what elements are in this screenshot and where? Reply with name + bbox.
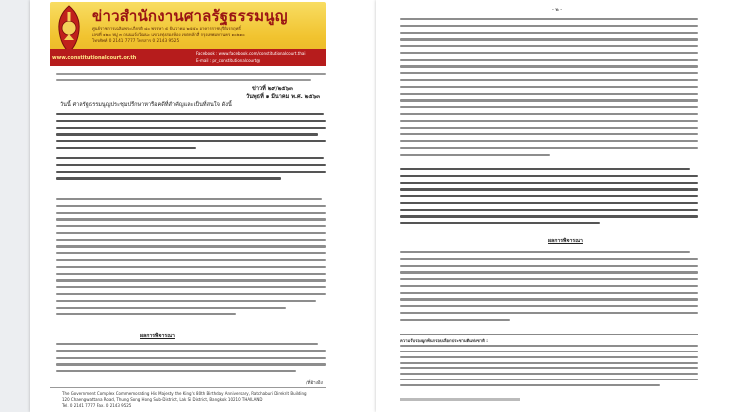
result-paragraph — [56, 343, 326, 377]
release-date: วันพุธที่ ๑ มีนาคม พ.ศ. ๒๕๖๓ — [246, 94, 320, 100]
case-item-1 — [56, 113, 326, 154]
website-link[interactable]: www.constitutionalcourt.or.th — [52, 55, 137, 61]
body-paragraph — [56, 198, 326, 320]
footnote-label: ความรับรองผูกพันกรอบเลือกประชามติแห่งชาติ : — [400, 338, 488, 343]
facebook-contact[interactable]: Facebook : www.facebook.com/constitutionalcourt.thai — [196, 51, 306, 56]
footnote-text — [400, 345, 698, 390]
section-heading: ผลการพิจารณา — [548, 238, 583, 244]
page-number: - ๒ - — [552, 7, 563, 13]
body-paragraph — [400, 18, 698, 160]
section-heading: ผลการพิจารณา — [140, 333, 175, 339]
continuation-mark: /ที่อ้างอิง — [306, 381, 323, 386]
banner-address-line: เลขที่ ๑๒๐ หมู่ ๓ ถนนแจ้งวัฒนะ แขวงทุ่งสองห้อง เขตหลักสี่ กรุงเทพมหานคร ๑๐๒๑๐ — [92, 32, 245, 37]
email-contact[interactable]: E-mail : pr_constitutionalcourt@ — [196, 58, 261, 63]
page-bottom-text — [400, 398, 520, 401]
footer-divider — [50, 387, 326, 388]
case-item-2 — [56, 157, 326, 184]
footer-line: The Government Complex Commemorating His Majesty the King's 80th Birthday Anniversary, Ratchaburi Direkrit Building — [62, 391, 307, 396]
footer-line: 120 Chaengwattana Road, Thung Song Hong Sub-District, Lak Si District, Bangkok 10210 THAILAND — [62, 397, 263, 402]
court-seal-icon — [52, 4, 86, 54]
footnote-divider — [400, 334, 698, 335]
banner-title: ข่าวสำนักงานศาลรัฐธรรมนูญ — [92, 7, 288, 25]
footer-line: Tel. 0 2141 7777 Fax. 0 2143 9525 — [62, 403, 132, 408]
case-item-3 — [400, 168, 698, 229]
banner-address-line: โทรศัพท์ 0 2141 7777 โทรสาร 0 2143 9525 — [92, 38, 180, 43]
release-number: ข่าวที่ ๒๙/๒๕๖๓ — [252, 86, 293, 92]
result-paragraph — [400, 251, 698, 326]
banner-address-line: ศูนย์ราชการเฉลิมพระเกียรติ ๘๐ พรรษา ๕ ธันวาคม ๒๕๕๐ อาคารราชบุรีดิเรกฤทธิ์ — [92, 26, 241, 31]
intro-text: วันนี้ ศาลรัฐธรรมนูญประชุมปรึกษาหารือคดีที่สำคัญและเป็นที่สนใจ ดังนี้ — [60, 102, 232, 108]
